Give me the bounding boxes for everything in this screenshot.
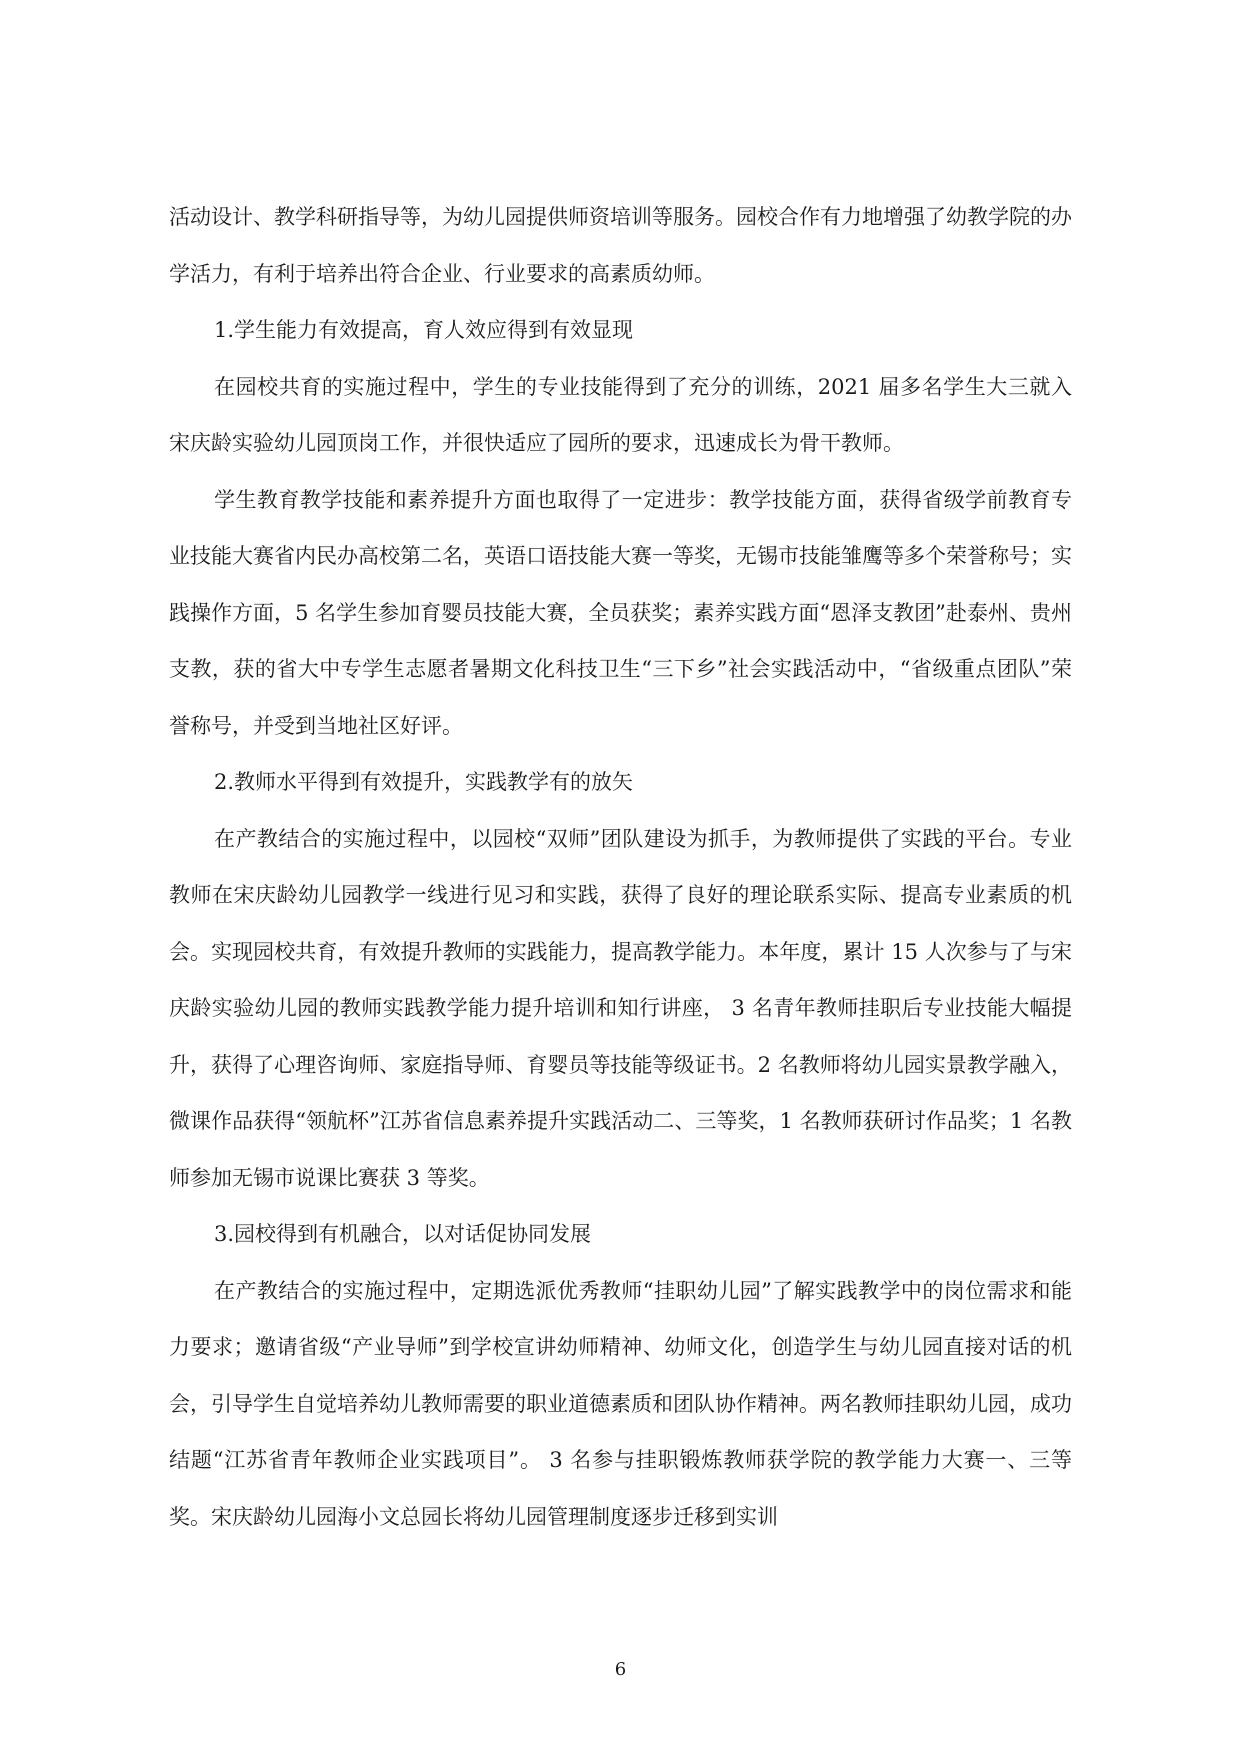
paragraph-student-skills: 在园校共育的实施过程中，学生的专业技能得到了充分的训练，2021 届多名学生大三就入宋庆龄实验幼儿园顶岗工作，并很快适应了园所的要求，迅速成长为骨干教师。	[169, 374, 1072, 455]
paragraph-teacher-practice: 在产教结合的实施过程中，以园校“双师”团队建设为抓手，为教师提供了实践的平台。专业教师在宋庆龄幼儿园教学一线进行见习和实践，获得了良好的理论联系实际、提高专业素质的机会。实现园校共育，有效提升教师的实践能力，提高教学能力。本年度，累计 15 人次参与了与宋庆龄实验幼儿园的教师实践教学能力提升培训和知行讲座， 3 名青年教师挂职后专业技能大幅提升，获得了心理咨询师、家庭指导师、育婴员等技能等级证书。2 名教师将幼儿园实景教学融入，微课作品获得“领航杯”江苏省信息素养提升实践活动二、三等奖，1 名教师获研讨作品奖；1 名教师参加无锡市说课比赛获 3 等奖。	[169, 826, 1072, 1190]
section-heading-1: 1.学生能力有效提高，育人效应得到有效显现	[214, 318, 634, 342]
paragraph-continuation: 活动设计、教学科研指导等，为幼儿园提供师资培训等服务。园校合作有力地增强了幼教学院的办学活力，有利于培养出符合企业、行业要求的高素质幼师。	[169, 205, 1072, 286]
section-heading-3: 3.园校得到有机融合，以对话促协同发展	[214, 1222, 592, 1246]
page-number: 6	[614, 1659, 627, 1680]
paragraph-student-achievements: 学生教育教学技能和素养提升方面也取得了一定进步：教学技能方面，获得省级学前教育专业技能大赛省内民办高校第二名，英语口语技能大赛一等奖，无锡市技能雏鹰等多个荣誉称号；实践操作方面，5 名学生参加育婴员技能大赛，全员获奖；素养实践方面“恩泽支教团”赴泰州、贵州支教，获的省大中专学生志愿者暑期文化科技卫生“三下乡”社会实践活动中，“省级重点团队”荣誉称号，并受到当地社区好评。	[169, 487, 1072, 738]
paragraph-school-integration: 在产教结合的实施过程中，定期选派优秀教师“挂职幼儿园”了解实践教学中的岗位需求和能力要求；邀请省级“产业导师”到学校宣讲幼师精神、幼师文化，创造学生与幼儿园直接对话的机会，引导学生自觉培养幼儿教师需要的职业道德素质和团队协作精神。两名教师挂职幼儿园，成功结题“江苏省青年教师企业实践项目”。 3 名参与挂职锻炼教师获学院的教学能力大赛一、三等奖。宋庆龄幼儿园海小文总园长将幼儿园管理制度逐步迁移到实训	[169, 1278, 1072, 1529]
document-body	[169, 189, 1072, 1545]
section-heading-2: 2.教师水平得到有效提升，实践教学有的放矢	[214, 770, 634, 794]
